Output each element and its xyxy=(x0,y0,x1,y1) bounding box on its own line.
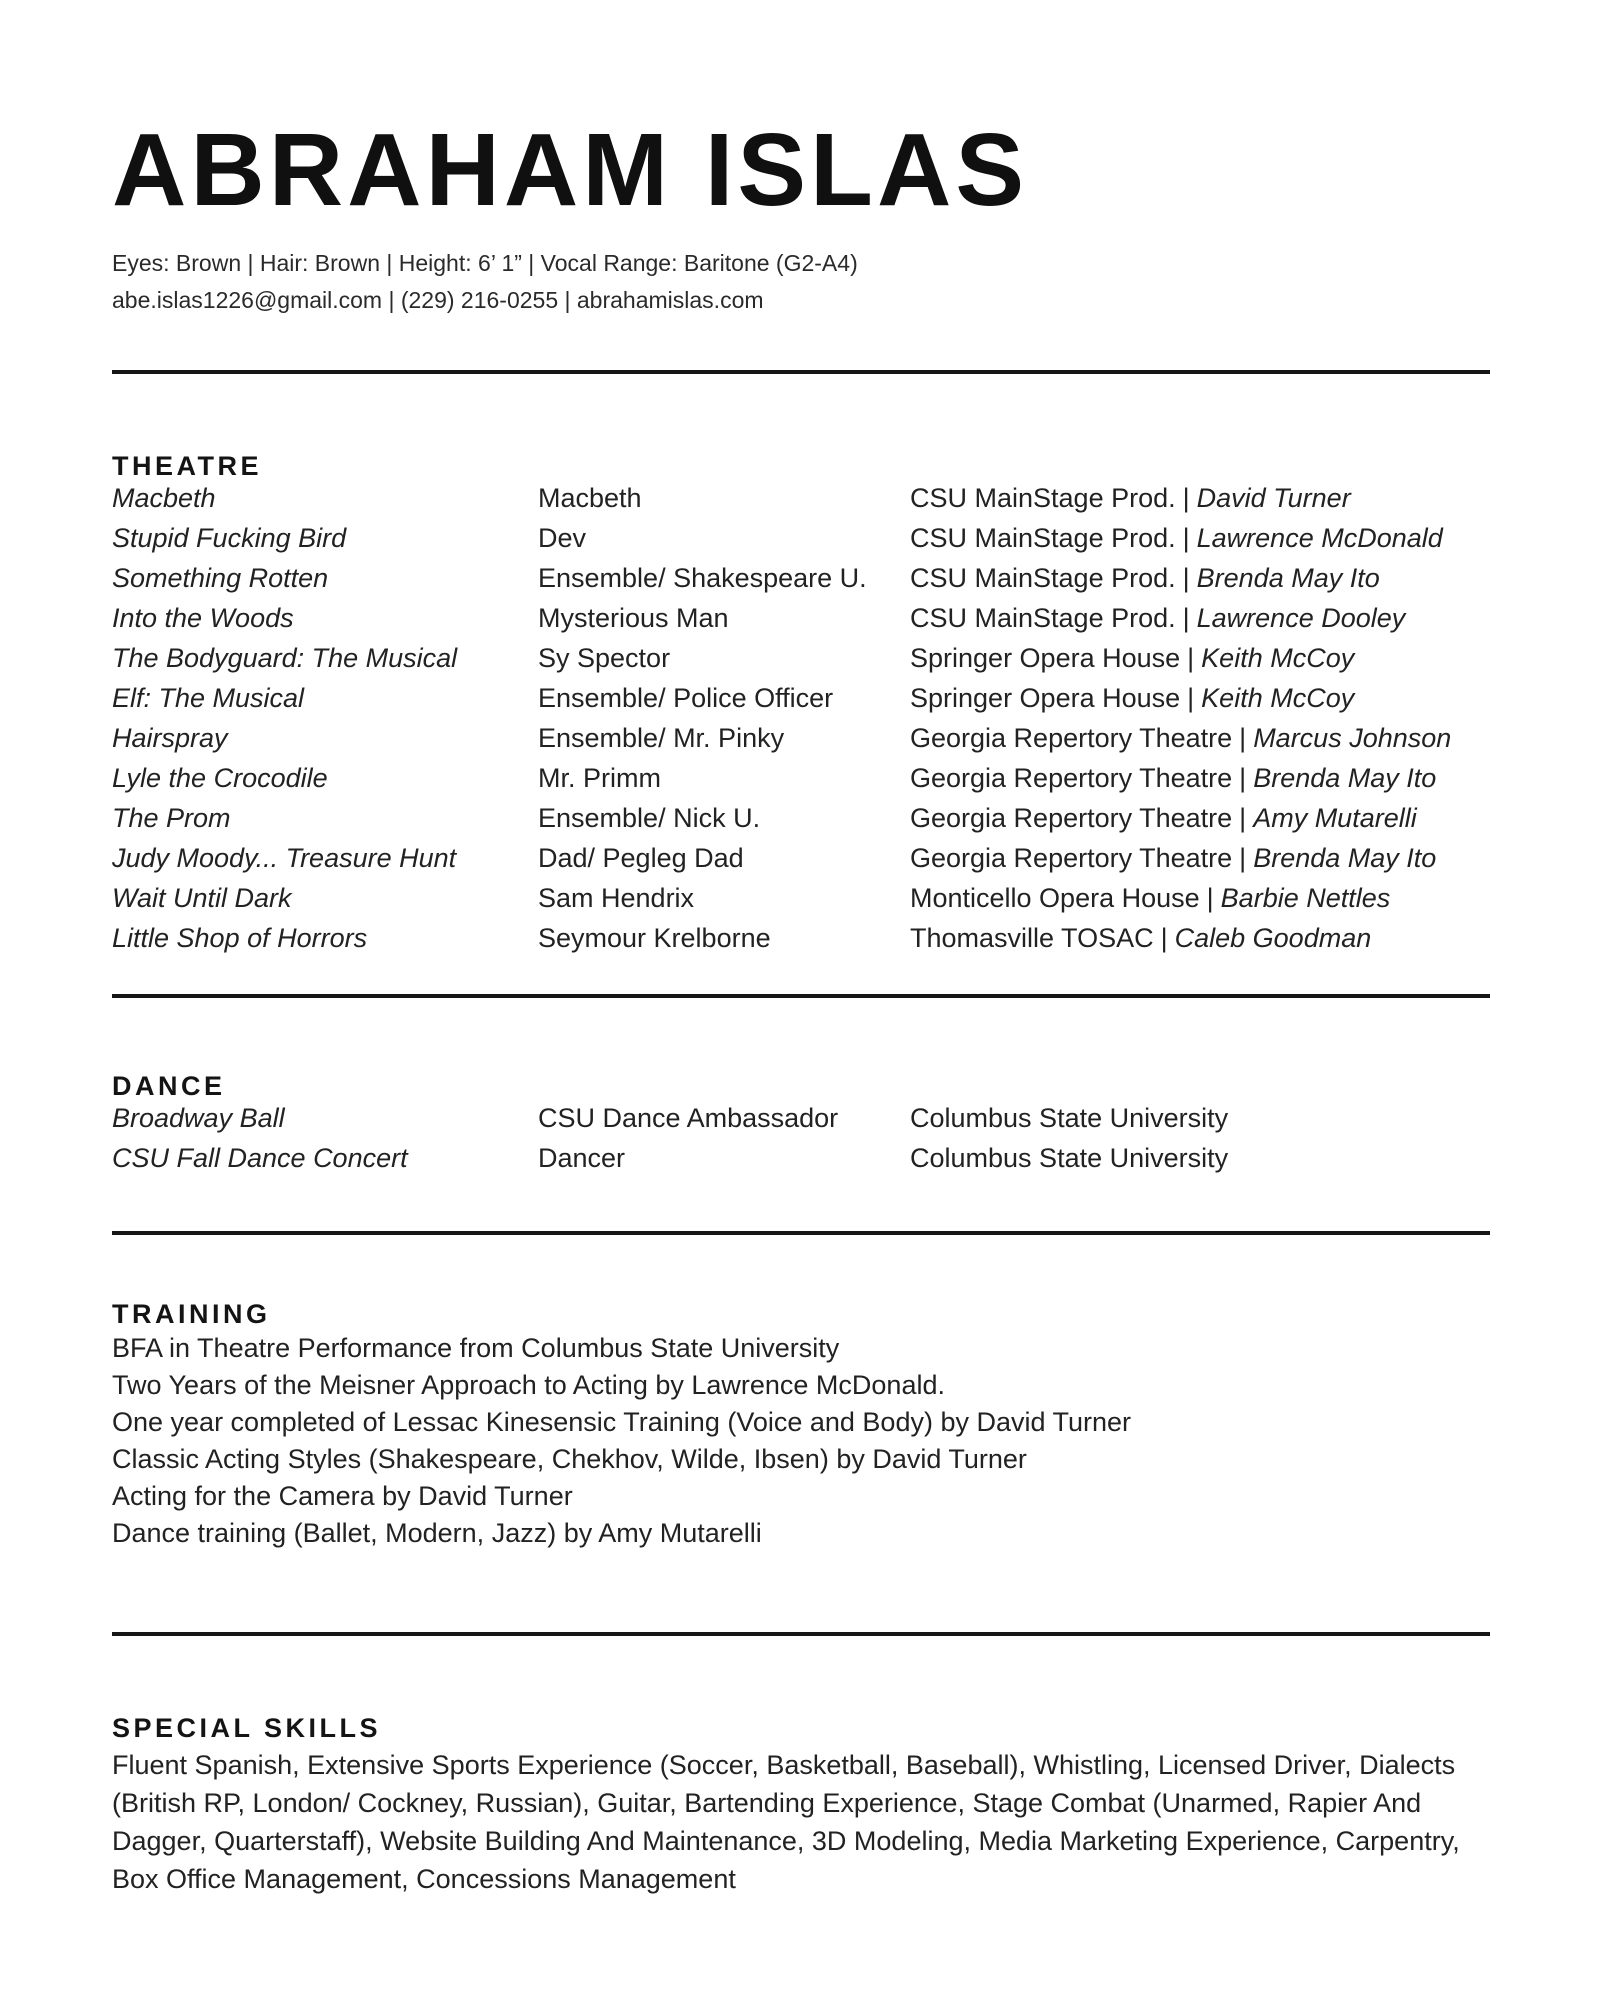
show-title: The Prom xyxy=(112,803,231,833)
director: Brenda May Ito xyxy=(1253,763,1437,793)
divider xyxy=(112,994,1490,998)
role: Dad/ Pegleg Dad xyxy=(538,843,744,873)
venue: Georgia Repertory Theatre xyxy=(910,843,1233,873)
divider xyxy=(112,1632,1490,1636)
show-title: Macbeth xyxy=(112,483,216,513)
table-row xyxy=(112,878,1490,918)
section-heading-special-skills: SPECIAL SKILLS xyxy=(112,1713,382,1743)
role: Sy Spector xyxy=(538,643,671,673)
show-title: Stupid Fucking Bird xyxy=(112,523,347,553)
role: Ensemble/ Mr. Pinky xyxy=(538,723,785,753)
venue: Springer Opera House xyxy=(910,683,1181,713)
venue-director xyxy=(910,918,1490,958)
director: Caleb Goodman xyxy=(1174,923,1372,953)
section-heading-training: TRAINING xyxy=(112,1299,271,1329)
venue-director xyxy=(910,798,1490,838)
show-title: Elf: The Musical xyxy=(112,683,305,713)
list-item: One year completed of Lessac Kinesensic Training (Voice and Body) by David Turner xyxy=(112,1407,1132,1437)
role: Ensemble/ Police Officer xyxy=(538,683,834,713)
table-row xyxy=(112,558,1490,598)
contact-line: abe.islas1226@gmail.com | (229) 216-0255 | abrahamislas.com xyxy=(112,287,764,313)
director: David Turner xyxy=(1196,483,1351,513)
theatre-table xyxy=(112,478,1490,958)
pipe-separator: | xyxy=(1187,683,1195,713)
role: Dev xyxy=(538,523,587,553)
pipe-separator: | xyxy=(1182,603,1190,633)
venue-director xyxy=(910,598,1490,638)
show-title: Wait Until Dark xyxy=(112,883,292,913)
show-title: Hairspray xyxy=(112,723,228,753)
show-title: Into the Woods xyxy=(112,603,294,633)
venue: Thomasville TOSAC xyxy=(910,923,1154,953)
role: Ensemble/ Nick U. xyxy=(538,803,761,833)
table-row xyxy=(112,798,1490,838)
venue: Monticello Opera House xyxy=(910,883,1200,913)
director: Keith McCoy xyxy=(1201,643,1355,673)
director: Lawrence Dooley xyxy=(1196,603,1406,633)
table-row xyxy=(112,598,1490,638)
physical-stats-line: Eyes: Brown | Hair: Brown | Height: 6’ 1” | Vocal Range: Baritone (G2-A4) xyxy=(112,250,858,276)
pipe-separator: | xyxy=(1187,643,1195,673)
pipe-separator: | xyxy=(1182,483,1190,513)
divider xyxy=(112,1231,1490,1235)
pipe-separator: | xyxy=(1239,843,1247,873)
table-row xyxy=(112,838,1490,878)
role: CSU Dance Ambassador xyxy=(538,1103,839,1133)
table-row xyxy=(112,918,1490,958)
pipe-separator: | xyxy=(1182,563,1190,593)
table-row xyxy=(112,638,1490,678)
role: Ensemble/ Shakespeare U. xyxy=(538,563,867,593)
list-item: BFA in Theatre Performance from Columbus State University xyxy=(112,1333,840,1363)
show-title: CSU Fall Dance Concert xyxy=(112,1143,408,1173)
pipe-separator: | xyxy=(1160,923,1168,953)
company: Columbus State University xyxy=(910,1143,1229,1173)
venue-director xyxy=(910,838,1490,878)
role: Mr. Primm xyxy=(538,763,661,793)
role: Dancer xyxy=(538,1143,626,1173)
venue-director xyxy=(910,758,1490,798)
divider xyxy=(112,370,1490,374)
list-item: Two Years of the Meisner Approach to Acting by Lawrence McDonald. xyxy=(112,1370,945,1400)
venue: Springer Opera House xyxy=(910,643,1181,673)
venue-director xyxy=(910,718,1490,758)
show-title: Broadway Ball xyxy=(112,1103,285,1133)
venue-director xyxy=(910,558,1490,598)
director: Barbie Nettles xyxy=(1220,883,1391,913)
venue-director xyxy=(910,638,1490,678)
table-row xyxy=(112,1138,1490,1178)
training-list xyxy=(112,1330,1490,1552)
venue: CSU MainStage Prod. xyxy=(910,523,1176,553)
company: Columbus State University xyxy=(910,1103,1229,1133)
table-row xyxy=(112,758,1490,798)
director: Amy Mutarelli xyxy=(1253,803,1417,833)
venue: CSU MainStage Prod. xyxy=(910,483,1176,513)
pipe-separator: | xyxy=(1239,723,1247,753)
table-row xyxy=(112,1098,1490,1138)
pipe-separator: | xyxy=(1206,883,1214,913)
role: Macbeth xyxy=(538,483,642,513)
venue-director xyxy=(910,678,1490,718)
table-row xyxy=(112,478,1490,518)
venue-director xyxy=(910,478,1490,518)
director: Brenda May Ito xyxy=(1253,843,1437,873)
director: Brenda May Ito xyxy=(1196,563,1380,593)
section-heading-dance: DANCE xyxy=(112,1071,226,1101)
venue: CSU MainStage Prod. xyxy=(910,603,1176,633)
show-title: Lyle the Crocodile xyxy=(112,763,328,793)
list-item: Classic Acting Styles (Shakespeare, Chekhov, Wilde, Ibsen) by David Turner xyxy=(112,1444,1027,1474)
venue: Georgia Repertory Theatre xyxy=(910,763,1233,793)
venue: CSU MainStage Prod. xyxy=(910,563,1176,593)
table-row xyxy=(112,718,1490,758)
director: Marcus Johnson xyxy=(1253,723,1452,753)
role: Seymour Krelborne xyxy=(538,923,771,953)
show-title: The Bodyguard: The Musical xyxy=(112,643,458,673)
venue: Georgia Repertory Theatre xyxy=(910,723,1233,753)
venue-director xyxy=(910,518,1490,558)
special-skills-text: Fluent Spanish, Extensive Sports Experience (Soccer, Basketball, Baseball), Whistling, Licensed Driver, Dialects (British RP, London/ Cockney, Russian), Guitar, Bartending Experience, Stage Combat (Unarmed, Rapier And Dagger, Quarterstaff), Website Building And Maintenance, 3D Modeling, Media Marketing Experience, Carpentry, Box Office Management, Concessions Management xyxy=(112,1750,1460,1894)
role: Sam Hendrix xyxy=(538,883,695,913)
pipe-separator: | xyxy=(1239,763,1247,793)
show-title: Judy Moody... Treasure Hunt xyxy=(112,843,457,873)
page-title: ABRAHAM ISLAS xyxy=(112,112,1029,227)
director: Lawrence McDonald xyxy=(1196,523,1443,553)
pipe-separator: | xyxy=(1239,803,1247,833)
table-row xyxy=(112,518,1490,558)
pipe-separator: | xyxy=(1182,523,1190,553)
dance-table xyxy=(112,1098,1490,1178)
show-title: Something Rotten xyxy=(112,563,329,593)
list-item: Acting for the Camera by David Turner xyxy=(112,1481,573,1511)
venue-director xyxy=(910,878,1490,918)
role: Mysterious Man xyxy=(538,603,729,633)
director: Keith McCoy xyxy=(1201,683,1355,713)
venue: Georgia Repertory Theatre xyxy=(910,803,1233,833)
list-item: Dance training (Ballet, Modern, Jazz) by Amy Mutarelli xyxy=(112,1518,762,1548)
show-title: Little Shop of Horrors xyxy=(112,923,368,953)
table-row xyxy=(112,678,1490,718)
section-heading-theatre: THEATRE xyxy=(112,451,262,481)
